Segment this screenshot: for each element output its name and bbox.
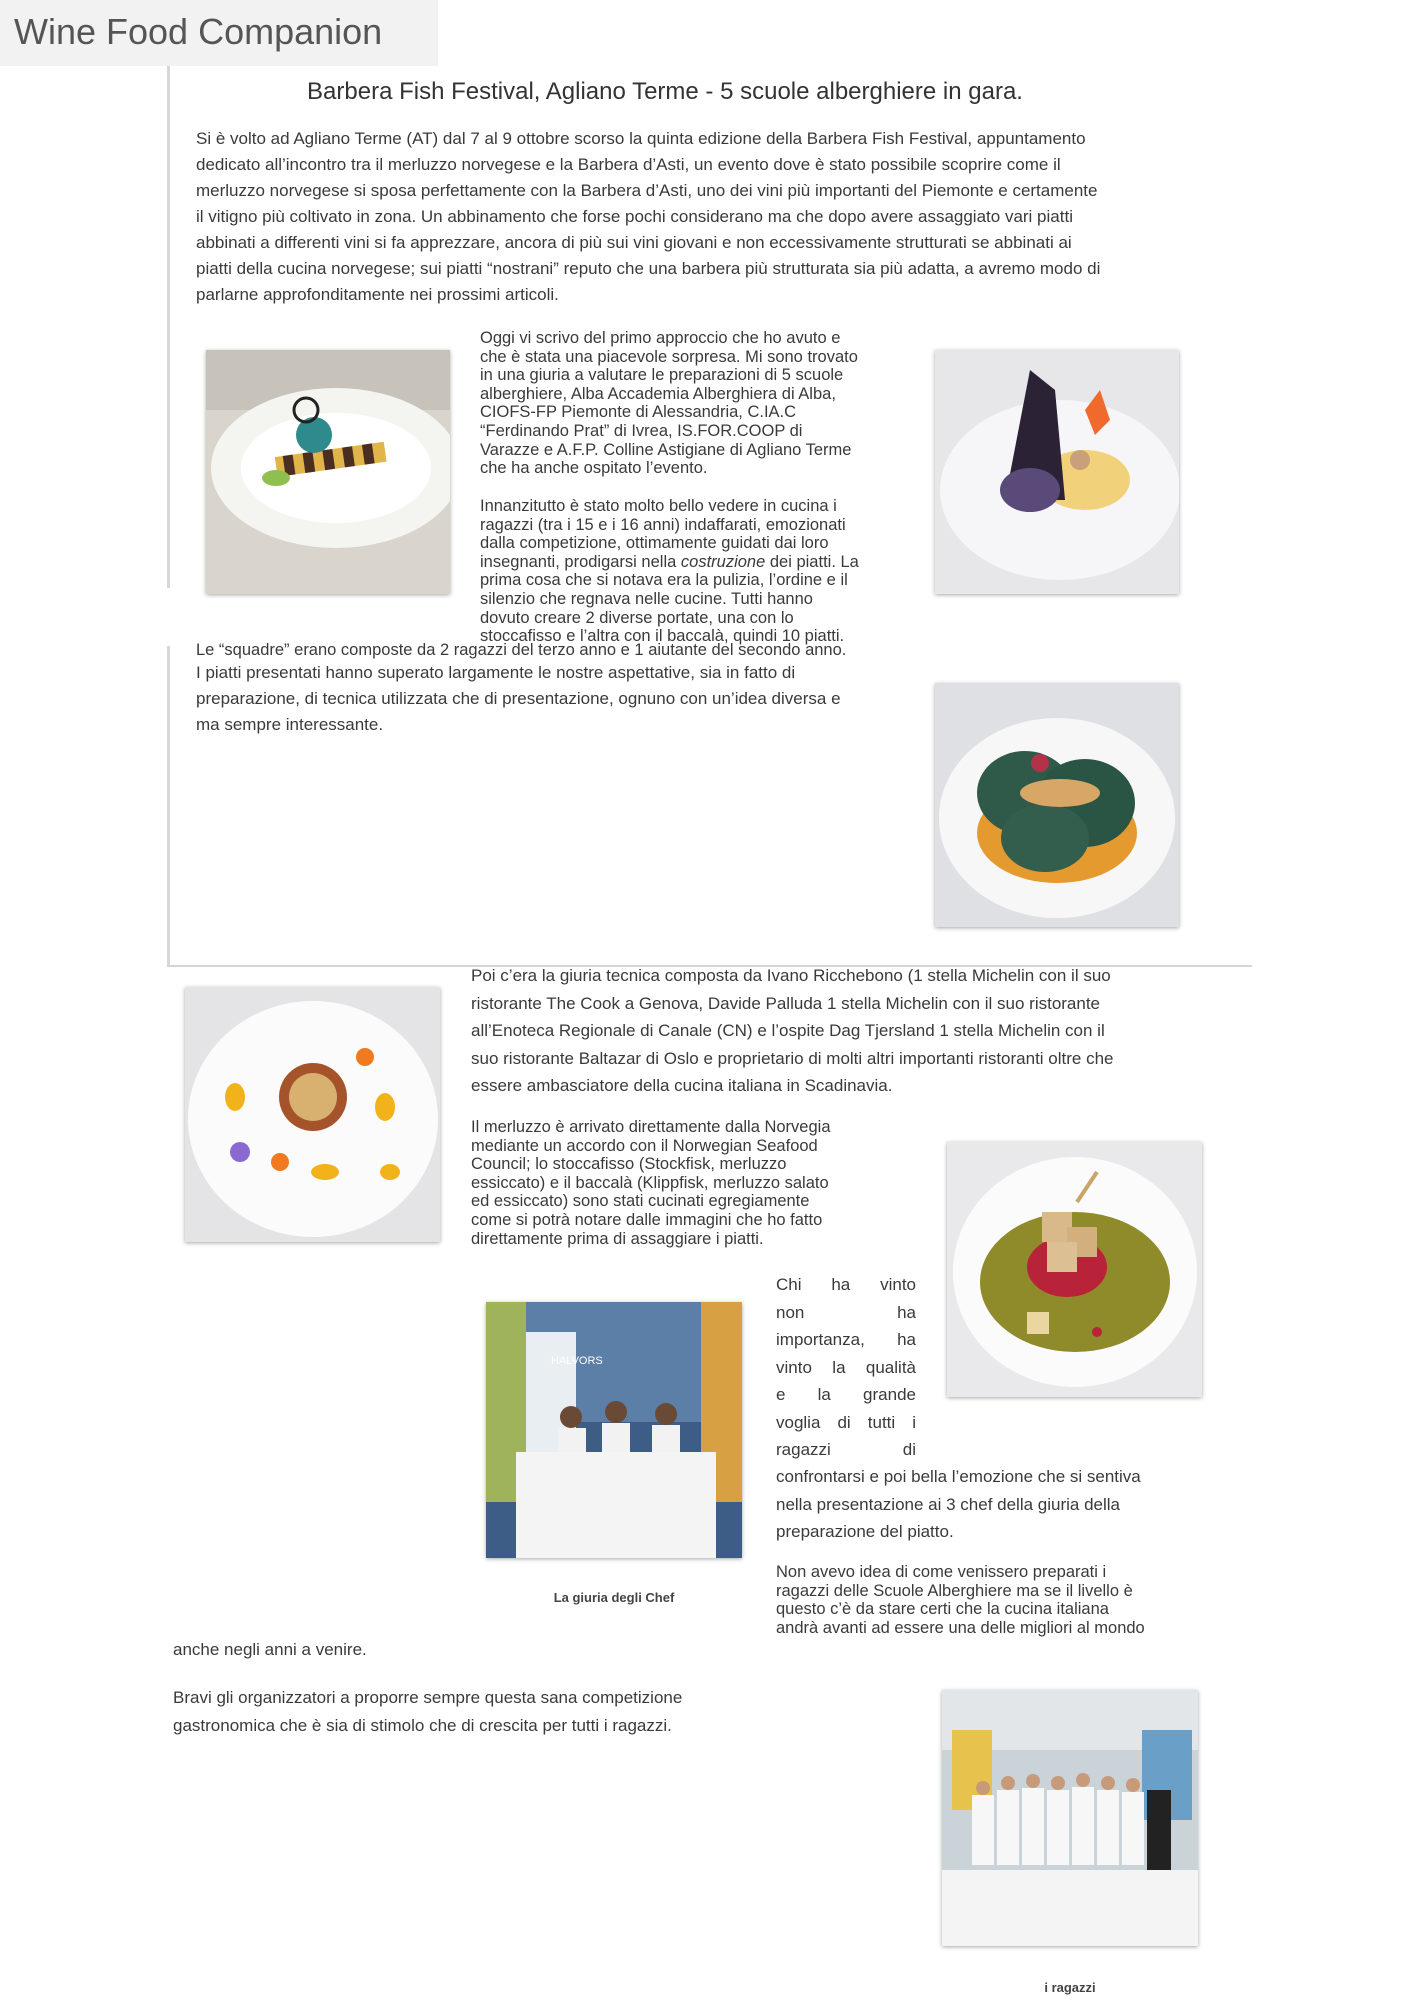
text-line: importanza, ha [776, 1330, 916, 1349]
left-border [167, 646, 170, 966]
text-line: Innanzitutto è stato molto bello vedere in cucina i [480, 497, 837, 515]
text-line: nella presentazione ai 3 chef della giuria della [776, 1494, 1121, 1514]
intro-paragraph [196, 126, 1188, 308]
text-line: Non avevo idea di come venissero preparati i [776, 1563, 1107, 1581]
dish-photo [206, 350, 450, 594]
jury-photo-caption: La giuria degli Chef [553, 1590, 675, 1605]
paragraph-jury [480, 329, 910, 478]
dish-photo [185, 987, 440, 1242]
text-line: suo ristorante Baltazar di Oslo e proprietario di molti altri importanti ristoranti oltre che [471, 1048, 1114, 1068]
paragraph-winner [776, 1271, 916, 1464]
text-line: Poi c’era la giuria tecnica composta da Ivano Ricchebono (1 stella Michelin con il suo [471, 966, 1111, 985]
text-line: che ha anche ospitato l’evento. [480, 459, 708, 478]
left-border [167, 66, 170, 588]
text-line: voglia di tutti i [776, 1412, 916, 1432]
text-line: mediante un accordo con il Norwegian Seafood [471, 1136, 818, 1155]
text-line: Chi ha vinto [776, 1275, 916, 1294]
text-line: andrà avanti ad essere una delle migliori al mondo [776, 1618, 1145, 1637]
paragraph-winner-cont [776, 1463, 1214, 1546]
text-line: prima cosa che si notava era la pulizia, l’ordine e il [480, 571, 848, 590]
paragraph-organizers [173, 1684, 905, 1740]
text-line: merluzzo norvegese si sposa perfettamente con la Barbera d’Asti, uno dei vini più importanti del Piemonte e certamente [196, 181, 1098, 200]
text-segment: insegnanti, prodigarsi nella [480, 552, 677, 571]
text-line: CIOFS-FP Piemonte di Alessandria, C.IA.C [480, 403, 797, 422]
text-line: Council; lo stoccafisso (Stockfisk, merluzzo [471, 1155, 787, 1174]
text-line: I piatti presentati hanno superato largamente le nostre aspettative, sia in fatto di [196, 663, 796, 682]
text-line: dedicato all’incontro tra il merluzzo norvegese e la Barbera d’Asti, un evento dove è stato possibile scoprire come il [196, 155, 1061, 174]
article-headline: Barbera Fish Festival, Agliano Terme - 5 scuole alberghiere in gara. [307, 78, 1023, 105]
dish-photo [935, 683, 1179, 927]
text-line: e la grande [776, 1385, 916, 1404]
text-line: che è stata una piacevole sorpresa. Mi sono trovato [480, 347, 858, 366]
text-line: essiccato) e il baccalà (Klippfisk, merluzzo salato [471, 1173, 829, 1192]
students-photo [942, 1690, 1198, 1946]
text-line: all’Enoteca Regionale di Canale (CN) e l’ospite Dag Tjersland 1 stella Michelin con il [471, 1021, 1105, 1040]
text-line: Oggi vi scrivo del primo approccio che ho avuto e [480, 329, 841, 347]
text-line: preparazione del piatto. [776, 1522, 954, 1541]
dish-photo [935, 350, 1179, 594]
jury-photo [486, 1302, 742, 1558]
text-line: vinto la qualità [776, 1357, 916, 1377]
site-title[interactable]: Wine Food Companion [0, 0, 438, 66]
text-line: preparazione, di tecnica utilizzata che di presentazione, ognuno con un’idea diversa e [196, 689, 841, 708]
students-photo-caption: i ragazzi [1044, 1980, 1096, 1995]
text-line: Il merluzzo è arrivato direttamente dalla Norvegia [471, 1118, 831, 1136]
paragraph-dishes [196, 660, 904, 738]
text-line: questo c’è da stare certi che la cucina italiana [776, 1600, 1109, 1619]
text-line: Le “squadre” erano composte da 2 ragazzi del terzo anno e 1 aiutante del secondo anno. [196, 641, 847, 659]
text-line: come si potrà notare dalle immagini che ho fatto [471, 1210, 823, 1229]
text-line: abbinati a differenti vini si fa apprezzare, ancora di più sui vini giovani e non eccessivamente strutturati se abbinati ai [196, 233, 1072, 252]
text-line: Varazze e A.F.P. Colline Astigiane di Agliano Terme [480, 440, 852, 459]
text-line: in una giuria a valutare le preparazioni di 5 scuole [480, 366, 844, 385]
text-line: ragazzi delle Scuole Alberghiere ma se il livello è [776, 1581, 1133, 1600]
text-line: “Ferdinando Prat” di Ivrea, IS.FOR.COOP di [480, 421, 803, 440]
paragraph-schools-tail: anche negli anni a venire. [173, 1640, 367, 1659]
text-line: gastronomica che è sia di stimolo che di crescita per tutti i ragazzi. [173, 1716, 672, 1735]
text-line: Bravi gli organizzatori a proporre sempre questa sana competizione [173, 1688, 683, 1707]
text-line: stoccafisso e l’altra con il baccalà, quindi 10 piatti. [480, 627, 845, 646]
text-line: alberghiere, Alba Accademia Alberghiera di Alba, [480, 384, 836, 403]
text-line: dalla competizione, ottimamente guidati dai loro [480, 534, 829, 553]
text-line: ristorante The Cook a Genova, Davide Palluda 1 stella Michelin con il suo ristorante [471, 993, 1101, 1013]
text-line: parlarne approfonditamente nei prossimi articoli. [196, 285, 559, 304]
paragraph-cod [471, 1118, 917, 1248]
text-line: ragazzi di [776, 1440, 916, 1459]
text-line: silenzio che regnava nelle cucine. Tutti hanno [480, 589, 813, 608]
text-line: non ha [776, 1302, 916, 1322]
banner-text: HALVORS [551, 1355, 603, 1367]
text-line: ed essiccato) sono stati cucinati egregiamente [471, 1192, 810, 1211]
text-line: Si è volto ad Agliano Terme (AT) dal 7 al 9 ottobre scorso la quinta edizione della Barbera Fish Festival, appuntamento [196, 129, 1086, 148]
paragraph-technical-jury [471, 962, 1215, 1100]
text-line: piatti della cucina norvegese; sui piatti “nostrani” reputo che una barbera più strutturata sia più adatta, a avremo modo di [196, 259, 1101, 278]
text-line: direttamente prima di assaggiare i piatti. [471, 1229, 764, 1248]
paragraph-teams [196, 641, 936, 660]
text-line: dovuto creare 2 diverse portate, una con lo [480, 608, 794, 627]
paragraph-schools [776, 1563, 1214, 1637]
dish-photo [947, 1142, 1202, 1397]
text-line: ragazzi (tra i 15 e i 16 anni) indaffarati, emozionati [480, 515, 846, 534]
paragraph-kitchen [480, 497, 910, 646]
text-line: ma sempre interessante. [196, 715, 384, 734]
text-line: essere ambasciatore della cucina italiana in Scadinavia. [471, 1076, 893, 1095]
text-segment: dei piatti. La [765, 552, 859, 571]
italic-word: costruzione [680, 552, 766, 571]
text-line [480, 553, 910, 572]
text-line: il vitigno più coltivato in zona. Un abbinamento che forse pochi considerano ma che dopo avere assaggiato vari piatti [196, 207, 1073, 226]
text-line: confrontarsi e poi bella l’emozione che si sentiva [776, 1467, 1141, 1486]
